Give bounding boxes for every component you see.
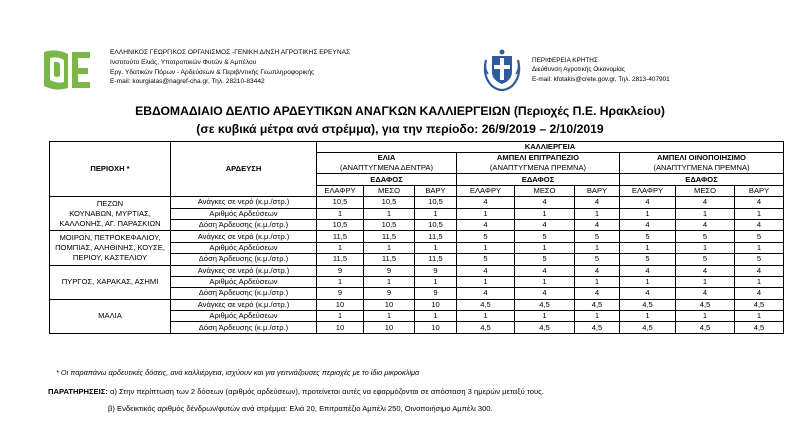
- header-left-line-4: E-mail: kourgialas@nagref-cha.gr, Τηλ. 28210-83442: [110, 78, 265, 86]
- table-row: [50, 265, 784, 276]
- value-cell: 1: [735, 208, 784, 219]
- value-cell: 1: [415, 242, 457, 253]
- irrigation-label: Αριθμός Αρδεύσεων: [171, 208, 317, 219]
- header-right-line-1: ΠΕΡΙΦΕΡΕΙΑ ΚΡΗΤΗΣ: [532, 57, 598, 64]
- value-cell: 4: [620, 288, 676, 299]
- value-cell: 4,5: [515, 322, 575, 333]
- value-cell: 4: [515, 265, 575, 276]
- value-cell: 1: [457, 242, 515, 253]
- value-cell: 5: [735, 231, 784, 242]
- value-cell: 10,5: [364, 197, 415, 208]
- value-cell: 1: [515, 208, 575, 219]
- region-line: ΠΕΡΙΟΥ, ΚΑΣΤΕΛΙΟΥ: [72, 252, 148, 262]
- value-cell: 4,5: [676, 322, 735, 333]
- value-cell: 4: [575, 265, 620, 276]
- irrigation-label: Δόση Άρδευσης (κ.μ./στρ.): [171, 219, 317, 230]
- irrigation-label: Ανάγκες σε νερό (κ.μ./στρ.): [171, 231, 317, 242]
- region-cell: [50, 231, 171, 265]
- header-soil: ΕΔΑΦΟΣ: [457, 174, 620, 185]
- value-cell: 4,5: [735, 299, 784, 310]
- value-cell: 1: [620, 208, 676, 219]
- table-row: [50, 299, 784, 310]
- region-line: ΚΟΥΝΑΒΩΝ, ΜΥΡΤΙΑΣ,: [69, 208, 151, 218]
- footnote: * Οι παραπάνω αρδευτικές δόσεις, ανά καλλιέργεια, ισχύουν και για γειτνιάζουσες περιοχές με το ίδιο μικροκλίμα: [56, 368, 420, 377]
- irrigation-table: [49, 141, 784, 334]
- value-cell: 5: [457, 231, 515, 242]
- value-cell: 10: [317, 322, 364, 333]
- value-cell: 10: [415, 322, 457, 333]
- value-cell: 1: [515, 242, 575, 253]
- value-cell: 10,5: [364, 219, 415, 230]
- value-cell: 4: [515, 197, 575, 208]
- value-cell: 5: [735, 254, 784, 265]
- value-cell: 1: [575, 276, 620, 287]
- value-cell: 11,5: [317, 254, 364, 265]
- header-crop-table-grape: ΑΜΠΕΛΙ ΕΠΙΤΡΑΠΕΖΙΟ (ΑΝΑΠΤΥΓΜΕΝΑ ΠΡΕΜΝΑ): [457, 153, 620, 174]
- value-cell: 4,5: [575, 322, 620, 333]
- value-cell: 1: [735, 311, 784, 322]
- value-cell: 1: [575, 242, 620, 253]
- value-cell: 1: [676, 242, 735, 253]
- value-cell: 1: [415, 311, 457, 322]
- value-cell: 4: [620, 197, 676, 208]
- header-crop-wine-grape: ΑΜΠΕΛΙ ΟΙΝΟΠΟΙΗΣΙΜΟ (ΑΝΑΠΤΥΓΜΕΝΑ ΠΡΕΜΝΑ): [620, 153, 784, 174]
- region-line: ΜΑΛΙΑ: [98, 311, 122, 321]
- value-cell: 10: [364, 322, 415, 333]
- value-cell: 1: [575, 311, 620, 322]
- value-cell: 11,5: [364, 231, 415, 242]
- header-irrigation: ΑΡΔΕΥΣΗ: [171, 142, 317, 197]
- value-cell: 9: [415, 288, 457, 299]
- remarks-a-text: α) Στην περίπτωση των 2 δόσεων (αριθμός αρδεύσεων), προτείνεται αυτές να εφαρμόζονται σε απόσταση 3 ημερών μεταξύ τους.: [109, 387, 544, 396]
- header-soil-medium: ΜΕΣΟ: [515, 185, 575, 196]
- region-line: ΚΑΛΛΟΝΗΣ, ΑΓ. ΠΑΡΑΣΚΙΩΝ: [59, 218, 161, 228]
- value-cell: 1: [676, 311, 735, 322]
- value-cell: 10: [415, 299, 457, 310]
- value-cell: 4,5: [676, 299, 735, 310]
- value-cell: 1: [364, 276, 415, 287]
- value-cell: 5: [575, 231, 620, 242]
- value-cell: 5: [620, 231, 676, 242]
- value-cell: 1: [575, 208, 620, 219]
- value-cell: 4: [676, 219, 735, 230]
- value-cell: 10: [364, 299, 415, 310]
- page-subtitle: (σε κυβικά μέτρα ανά στρέμμα), για την περίοδο: 26/9/2019 – 2/10/2019: [196, 122, 604, 136]
- value-cell: 5: [676, 231, 735, 242]
- value-cell: 4: [457, 219, 515, 230]
- irrigation-label: Ανάγκες σε νερό (κ.μ./στρ.): [171, 197, 317, 208]
- table-row: [50, 231, 784, 242]
- value-cell: 9: [364, 265, 415, 276]
- remarks-a: [48, 387, 544, 396]
- remarks-b: β) Ενδεικτικός αριθμός δένδρων/φυτών ανά στρέμμα: Ελιά 20, Επιτραπέζιο Αμπέλι 250, Οινοποιήσιμο Αμπέλι 300.: [108, 404, 493, 413]
- header-left: [38, 46, 458, 96]
- value-cell: 10: [317, 299, 364, 310]
- value-cell: 4: [575, 197, 620, 208]
- header-region: ΠΕΡΙΟΧΗ *: [50, 142, 171, 197]
- value-cell: 4: [515, 219, 575, 230]
- value-cell: 1: [317, 276, 364, 287]
- header-soil: ΕΔΑΦΟΣ: [620, 174, 784, 185]
- irrigation-label: Ανάγκες σε νερό (κ.μ./στρ.): [171, 265, 317, 276]
- region-cell: [50, 197, 171, 231]
- irrigation-label: Δόση Άρδευσης (κ.μ./στρ.): [171, 288, 317, 299]
- region-cell: [50, 265, 171, 299]
- value-cell: 5: [676, 254, 735, 265]
- value-cell: 4: [457, 265, 515, 276]
- value-cell: 4,5: [620, 299, 676, 310]
- value-cell: 1: [676, 208, 735, 219]
- value-cell: 5: [457, 254, 515, 265]
- value-cell: 4,5: [620, 322, 676, 333]
- region-line: ΠΕΖΩΝ: [96, 198, 124, 208]
- value-cell: 11,5: [317, 231, 364, 242]
- value-cell: 5: [575, 254, 620, 265]
- value-cell: 1: [676, 276, 735, 287]
- header-soil-light: ΕΛΑΦΡΥ: [620, 185, 676, 196]
- region-cell: [50, 299, 171, 333]
- value-cell: 5: [515, 254, 575, 265]
- value-cell: 1: [364, 242, 415, 253]
- header-soil-heavy: ΒΑΡΥ: [575, 185, 620, 196]
- value-cell: 10,5: [415, 197, 457, 208]
- header-left-line-3: Εργ. Υδατικών Πόρων - Αρδεύσεων & Περιβ/ντικής Γεωπληροφορικής: [110, 68, 315, 76]
- page-title: ΕΒΔΟΜΑΔΙΑΙΟ ΔΕΛΤΙΟ ΑΡΔΕΥΤΙΚΩΝ ΑΝΑΓΚΩΝ ΚΑΛΛΙΕΡΓΕΙΩΝ (Περιοχές Π.Ε. Ηρακλείου): [135, 104, 665, 118]
- value-cell: 10,5: [415, 219, 457, 230]
- value-cell: 1: [317, 242, 364, 253]
- value-cell: 4,5: [735, 322, 784, 333]
- header-soil-medium: ΜΕΣΟ: [364, 185, 415, 196]
- header-right-line-2: Διεύθυνση Αγροτικής Οικονομίας: [532, 66, 625, 74]
- header-left-line-2: Ινστιτούτο Ελιάς, Υποτροπικών Φυτών & Αμπέλου: [110, 58, 257, 66]
- value-cell: 4: [735, 288, 784, 299]
- value-cell: 1: [457, 208, 515, 219]
- header-soil-heavy: ΒΑΡΥ: [415, 185, 457, 196]
- region-line: ΜΟΙΡΩΝ, ΠΕΤΡΟΚΕΦΑΛΙΟΥ,: [59, 232, 161, 242]
- value-cell: 4,5: [457, 322, 515, 333]
- value-cell: 4: [735, 197, 784, 208]
- header-soil-heavy: ΒΑΡΥ: [735, 185, 784, 196]
- value-cell: 9: [317, 265, 364, 276]
- irrigation-label: Δόση Άρδευσης (κ.μ./στρ.): [171, 322, 317, 333]
- value-cell: 1: [415, 276, 457, 287]
- value-cell: 4: [457, 197, 515, 208]
- value-cell: 1: [317, 311, 364, 322]
- header-left-line-1: ΕΛΛΗΝΙΚΟΣ ΓΕΩΡΓΙΚΟΣ ΟΡΓΑΝΙΣΜΟΣ -ΓΕΝΙΚΗ Δ/ΝΣΗ ΑΓΡΟΤΙΚΗΣ ΕΡΕΥΝΑΣ: [110, 49, 351, 56]
- value-cell: 1: [620, 242, 676, 253]
- value-cell: 10,5: [317, 197, 364, 208]
- value-cell: 5: [515, 231, 575, 242]
- header-right: [480, 46, 780, 96]
- header-crop-olive: ΕΛΙΑ (ΑΝΑΠΤΥΓΜΕΝΑ ΔΕΝΤΡΑ): [317, 153, 457, 174]
- value-cell: 1: [735, 276, 784, 287]
- value-cell: 1: [515, 276, 575, 287]
- value-cell: 4: [676, 288, 735, 299]
- value-cell: 4,5: [457, 299, 515, 310]
- value-cell: 1: [515, 311, 575, 322]
- irrigation-label: Αριθμός Αρδεύσεων: [171, 242, 317, 253]
- header-soil: ΕΔΑΦΟΣ: [317, 174, 457, 185]
- greek-crest-icon: [480, 46, 524, 94]
- value-cell: 1: [735, 242, 784, 253]
- value-cell: 1: [620, 276, 676, 287]
- irrigation-label: Ανάγκες σε νερό (κ.μ./στρ.): [171, 299, 317, 310]
- region-line: ΠΥΡΓΟΣ, ΧΑΡΑΚΑΣ, ΑΣΗΜΙ: [61, 277, 159, 287]
- irrigation-label: Δόση Άρδευσης (κ.μ./στρ.): [171, 254, 317, 265]
- value-cell: 4: [676, 197, 735, 208]
- remarks-label: ΠΑΡΑΤΗΡΗΣΕΙΣ:: [48, 387, 108, 396]
- header-right-line-3: E-mail: kfotakis@crete.gov.gr, Τηλ. 2813-407901: [532, 75, 670, 83]
- value-cell: 9: [317, 288, 364, 299]
- elgo-logo-icon: [38, 46, 98, 94]
- value-cell: 1: [364, 208, 415, 219]
- value-cell: 1: [415, 208, 457, 219]
- value-cell: 4: [735, 265, 784, 276]
- table-row: [50, 197, 784, 208]
- value-cell: 1: [317, 208, 364, 219]
- value-cell: 4: [735, 219, 784, 230]
- value-cell: 9: [415, 265, 457, 276]
- header-soil-light: ΕΛΑΦΡΥ: [317, 185, 364, 196]
- value-cell: 4: [620, 219, 676, 230]
- header-soil-medium: ΜΕΣΟ: [676, 185, 735, 196]
- table-body: [50, 197, 784, 334]
- value-cell: 1: [457, 276, 515, 287]
- value-cell: 4: [515, 288, 575, 299]
- irrigation-label: Αριθμός Αρδεύσεων: [171, 276, 317, 287]
- value-cell: 4: [457, 288, 515, 299]
- header-soil-light: ΕΛΑΦΡΥ: [457, 185, 515, 196]
- value-cell: 4: [620, 265, 676, 276]
- value-cell: 4,5: [515, 299, 575, 310]
- value-cell: 4: [575, 288, 620, 299]
- value-cell: 11,5: [415, 254, 457, 265]
- value-cell: 11,5: [364, 254, 415, 265]
- value-cell: 5: [620, 254, 676, 265]
- value-cell: 1: [620, 311, 676, 322]
- value-cell: 10,5: [317, 219, 364, 230]
- value-cell: 11,5: [415, 231, 457, 242]
- value-cell: 4: [676, 265, 735, 276]
- value-cell: 9: [364, 288, 415, 299]
- header-crops-group: ΚΑΛΛΙΕΡΓΕΙΑ: [317, 142, 784, 153]
- value-cell: 4,5: [575, 299, 620, 310]
- value-cell: 4: [575, 219, 620, 230]
- value-cell: 1: [457, 311, 515, 322]
- region-line: ΠΟΜΠΙΑΣ, ΑΛΗΘΙΝΗΣ, ΚΟΥΣΕ,: [55, 242, 165, 252]
- irrigation-label: Αριθμός Αρδεύσεων: [171, 311, 317, 322]
- value-cell: 1: [364, 311, 415, 322]
